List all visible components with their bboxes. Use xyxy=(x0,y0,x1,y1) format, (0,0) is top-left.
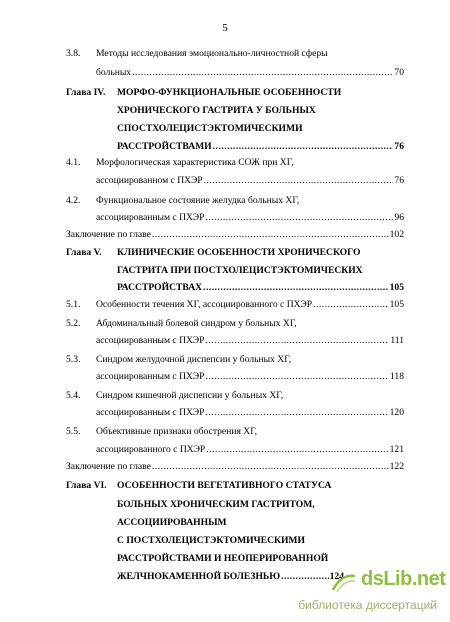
logo-swoosh-icon xyxy=(331,572,357,594)
dot-leader xyxy=(205,211,393,225)
toc-chapter-5 xyxy=(66,246,404,260)
dot-leader xyxy=(152,228,389,242)
dot-leader xyxy=(132,66,393,80)
section-title-cont: ассоциированным с ПХЭР xyxy=(96,212,205,223)
page-ref: 124 xyxy=(329,571,344,582)
chapter-title-line: ХРОНИЧЕСКОГО ГАСТРИТА У БОЛЬНЫХ xyxy=(117,105,316,116)
page-ref: 102 xyxy=(389,229,404,240)
section-title: Функциональное состояние желудка больных ХГ, xyxy=(96,195,300,206)
section-title: Особенности течения ХГ, ассоциированного с ПХЭР xyxy=(96,299,313,310)
page-number: 5 xyxy=(222,22,228,34)
toc-chapter-4 xyxy=(66,86,404,100)
toc-entry-3-8-cont xyxy=(66,66,404,80)
section-title-cont: ассоциированным с ПХЭР xyxy=(96,407,205,418)
toc-entry-5-4 xyxy=(66,389,404,403)
toc-entry-4-2 xyxy=(66,194,404,208)
dot-leader xyxy=(205,406,388,420)
section-number: 5.3. xyxy=(66,354,81,365)
dot-leader xyxy=(204,174,394,188)
page-ref: 118 xyxy=(389,371,404,382)
section-title-cont: ассоциированным с ПХЭР xyxy=(96,371,205,382)
section-title: Морфологическая характеристика СОЖ при ХГ, xyxy=(96,157,294,168)
watermark xyxy=(275,568,445,616)
section-number: 5.2. xyxy=(66,318,81,329)
page-ref: 122 xyxy=(389,461,404,472)
chapter-title-line: СПОСТХОЛЕЦИСТЭКТОМИЧЕСКИМИ xyxy=(117,123,303,134)
page-ref: 76 xyxy=(394,175,404,186)
section-title: Синдром желудочной диспепсии у больных ХГ, xyxy=(96,354,292,365)
page-ref: 121 xyxy=(389,444,404,455)
section-title-cont: больных xyxy=(96,67,132,78)
toc-entry-5-5 xyxy=(66,425,404,439)
chapter-title-line: РАССТРОЙСТВАХ xyxy=(117,282,203,293)
section-number: 5.5. xyxy=(66,426,81,437)
chapter-title-line: АССОЦИИРОВАННЫМ xyxy=(117,517,227,528)
toc-entry-5-3 xyxy=(66,353,404,367)
toc-entry-3-8 xyxy=(66,47,404,61)
section-title: Абдоминальный болевой синдром у больных ХГ, xyxy=(96,318,297,329)
dot-leader xyxy=(203,281,389,295)
section-title: Объективные признаки обострения ХГ, xyxy=(96,426,258,437)
toc-entry-4-1 xyxy=(66,156,404,170)
conclusion-title: Заключение по главе xyxy=(66,461,151,472)
page-ref: 76 xyxy=(394,141,404,152)
page-ref: 105 xyxy=(389,299,404,310)
toc-entry-5-1 xyxy=(66,298,404,312)
section-number: 4.2. xyxy=(66,195,81,206)
chapter-label: Глава V. xyxy=(66,247,102,258)
page-ref: 111 xyxy=(390,335,404,346)
toc-chapter-6 xyxy=(66,479,404,493)
dot-leader xyxy=(213,140,394,154)
chapter-title-line: ГАСТРИТА ПРИ ПОСТХОЛЕЦИСТЭКТОМИЧЕСКИХ xyxy=(117,265,363,276)
watermark-subtitle: библиотека диссертаций xyxy=(298,598,437,612)
page-ref: 105 xyxy=(389,282,404,293)
toc-conclusion-4 xyxy=(66,228,404,242)
chapter-label: Глава IV. xyxy=(66,87,106,98)
section-title-cont: ассоциированном с ПХЭР xyxy=(96,175,203,186)
section-title-cont: ассоциированного с ПХЭР xyxy=(96,444,206,455)
chapter-title: ОСОБЕННОСТИ ВЕГЕТАТИВНОГО СТАТУСА xyxy=(117,480,332,491)
dot-leader xyxy=(205,334,389,348)
toc-conclusion-5 xyxy=(66,460,404,474)
chapter-title-line: РАССТРОЙСТВАМИ И НЕОПЕРИРОВАННОЙ xyxy=(117,553,329,564)
page-ref: 70 xyxy=(394,67,404,78)
chapter-title-line: РАССТРОЙСТВАМИ xyxy=(117,141,212,152)
chapter-title-line: БОЛЬНЫХ ХРОНИЧЕСКИМ ГАСТРИТОМ, xyxy=(117,499,315,510)
section-number: 5.1. xyxy=(66,299,81,310)
chapter-title-line: ЖЕЛЧНОКАМЕННОЙ БОЛЕЗНЬЮ xyxy=(117,571,281,582)
section-number: 5.4. xyxy=(66,390,81,401)
section-title-cont: ассоциированным с ПХЭР xyxy=(96,335,205,346)
chapter-label: Глава VI. xyxy=(66,480,107,491)
watermark-logo: dsLib.net xyxy=(361,568,446,590)
dot-leader xyxy=(313,298,389,312)
section-number: 3.8. xyxy=(66,48,81,59)
dot-leader xyxy=(205,370,388,384)
chapter-title-line: С ПОСТХОЛЕЦИСТЭКТОМИЧЕСКИМИ xyxy=(117,535,305,546)
page-ref: 96 xyxy=(394,212,404,223)
page-ref: 120 xyxy=(389,407,404,418)
conclusion-title: Заключение по главе xyxy=(66,229,151,240)
chapter-title: КЛИНИЧЕСКИЕ ОСОБЕННОСТИ ХРОНИЧЕСКОГО xyxy=(117,247,361,258)
toc-entry-5-2 xyxy=(66,317,404,331)
section-number: 4.1. xyxy=(66,157,81,168)
dot-leader xyxy=(206,443,388,457)
chapter-title: МОРФО-ФУНКЦИОНАЛЬНЫЕ ОСОБЕННОСТИ xyxy=(117,87,342,98)
dot-leader xyxy=(152,460,389,474)
section-title: Синдром кишечной диспепсии у больных ХГ, xyxy=(96,390,284,401)
section-title: Методы исследования эмоционально-личностной сферы xyxy=(96,48,328,59)
